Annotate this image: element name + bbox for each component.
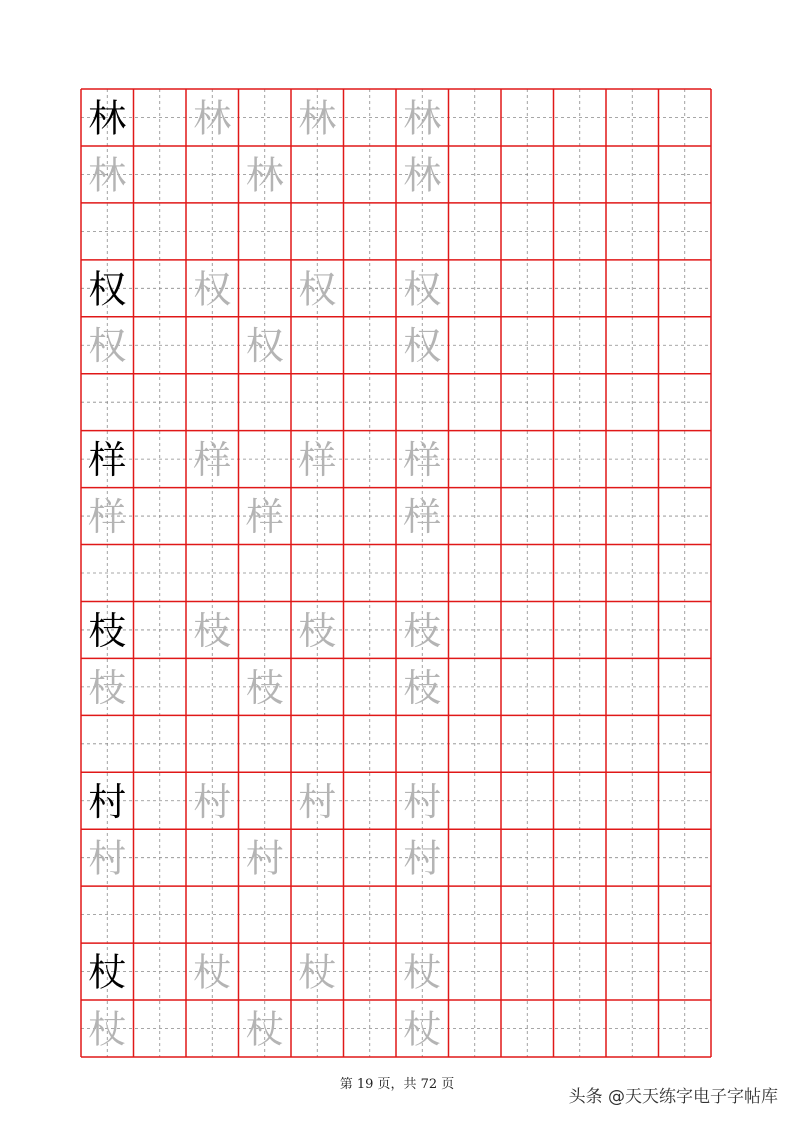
trace-character: 村 — [403, 836, 442, 881]
trace-character: 样 — [403, 438, 442, 483]
trace-character: 林 — [298, 96, 337, 141]
trace-character: 枝 — [298, 608, 337, 653]
trace-character: 权 — [88, 324, 127, 369]
trace-character: 杖 — [403, 1007, 442, 1052]
trace-character: 林 — [245, 153, 284, 198]
trace-character: 村 — [245, 836, 284, 881]
trace-character: 枝 — [88, 665, 127, 710]
model-character: 枝 — [88, 608, 127, 653]
model-character: 权 — [88, 267, 127, 312]
model-character: 杖 — [88, 950, 127, 995]
model-character: 村 — [88, 779, 127, 824]
trace-character: 杖 — [88, 1007, 127, 1052]
trace-character: 权 — [403, 267, 442, 312]
trace-character: 权 — [193, 267, 232, 312]
trace-character: 样 — [403, 495, 442, 540]
trace-character: 村 — [403, 779, 442, 824]
trace-character: 村 — [88, 836, 127, 881]
trace-character: 样 — [245, 495, 284, 540]
watermark-text: 头条 @天天练字电子字帖库 — [568, 1087, 778, 1107]
trace-character: 权 — [245, 324, 284, 369]
trace-character: 杖 — [403, 950, 442, 995]
trace-character: 样 — [193, 438, 232, 483]
trace-character: 林 — [193, 96, 232, 141]
trace-character: 村 — [298, 779, 337, 824]
trace-character: 权 — [298, 267, 337, 312]
trace-character: 杖 — [298, 950, 337, 995]
trace-character: 样 — [298, 438, 337, 483]
trace-character: 杖 — [245, 1007, 284, 1052]
trace-character: 林 — [403, 96, 442, 141]
trace-character: 杖 — [193, 950, 232, 995]
trace-character: 枝 — [193, 608, 232, 653]
trace-character: 样 — [88, 495, 127, 540]
model-character: 林 — [88, 96, 127, 141]
trace-character: 林 — [88, 153, 127, 198]
page-number: 第 19 页，共 72 页 — [339, 1077, 455, 1092]
model-character: 样 — [88, 438, 127, 483]
trace-character: 枝 — [245, 665, 284, 710]
trace-character: 枝 — [403, 608, 442, 653]
trace-character: 权 — [403, 324, 442, 369]
trace-character: 林 — [403, 153, 442, 198]
trace-character: 村 — [193, 779, 232, 824]
trace-character: 枝 — [403, 665, 442, 710]
